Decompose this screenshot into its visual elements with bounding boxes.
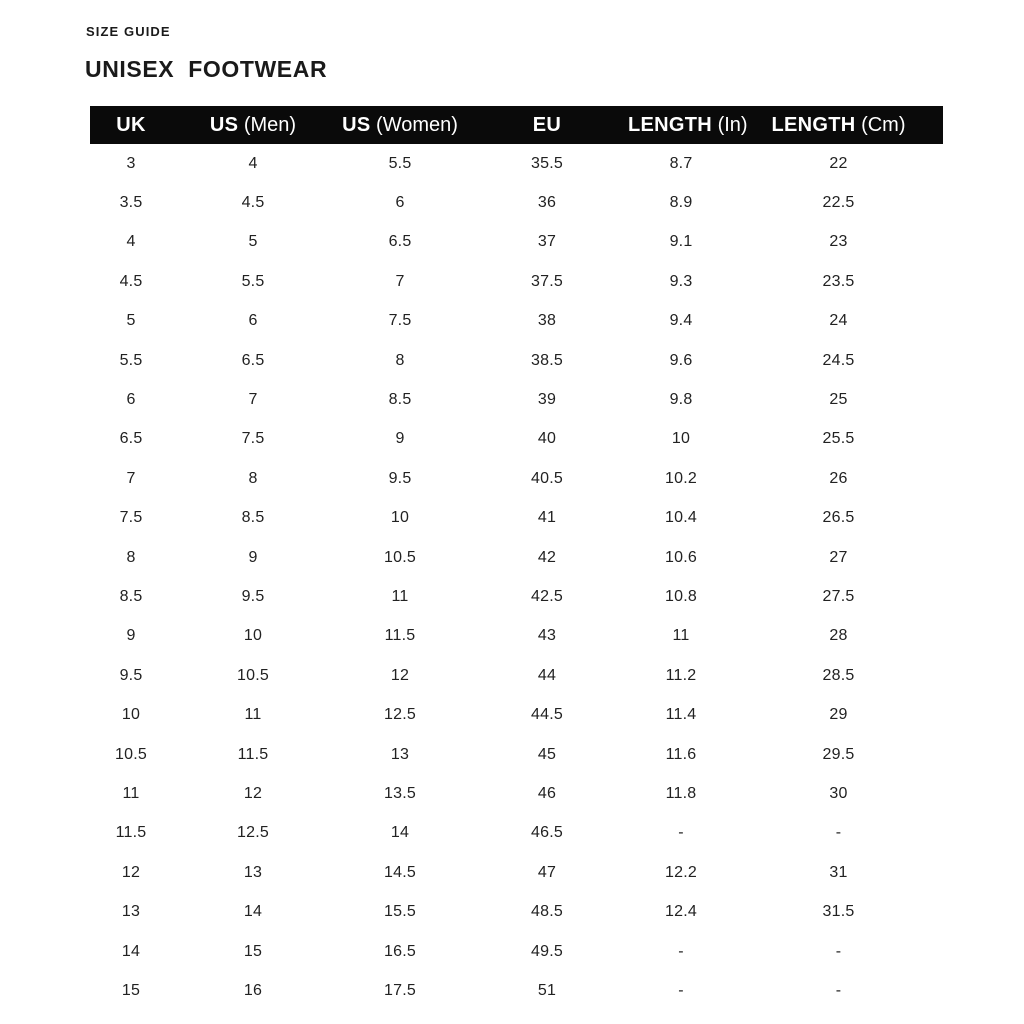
size-cell: 24.5 [822, 351, 855, 369]
size-cell: 13 [390, 745, 410, 763]
size-cell: 23.5 [822, 272, 855, 290]
size-cell: 47 [537, 863, 557, 881]
size-cell: 11.2 [665, 666, 697, 684]
table-row [90, 656, 943, 695]
size-cell: 15 [121, 981, 141, 999]
size-cell: 5.5 [119, 351, 143, 369]
size-cell: 15.5 [384, 903, 416, 921]
size-cell: 11 [244, 706, 262, 724]
size-cell: 10 [390, 509, 410, 527]
size-cell: 39 [537, 391, 557, 409]
size-cell: 11 [391, 587, 409, 605]
size-cell: 10.2 [665, 469, 697, 487]
size-cell: 14.5 [384, 863, 416, 881]
size-cell: 45 [537, 745, 557, 763]
size-cell: 11.8 [665, 784, 697, 802]
size-cell: 13 [243, 863, 263, 881]
size-cell: 11.5 [237, 745, 269, 763]
size-cell: 12 [390, 666, 410, 684]
size-cell: 12.5 [384, 706, 416, 724]
size-cell: - [835, 942, 842, 960]
table-row [90, 577, 943, 616]
size-cell: 8.5 [241, 509, 265, 527]
table-row [90, 459, 943, 498]
size-cell: 37 [537, 233, 557, 251]
table-row [90, 814, 943, 853]
size-cell: 9.8 [669, 391, 693, 409]
size-cell: 8.5 [388, 391, 412, 409]
size-cell: 8 [126, 548, 136, 566]
size-cell: 3 [126, 154, 136, 172]
size-cell: 13.5 [384, 784, 416, 802]
size-guide-eyebrow: SIZE GUIDE [86, 24, 171, 39]
column-suffix: (Cm) [855, 113, 906, 136]
size-table-header [90, 106, 943, 144]
size-cell: 7 [248, 391, 258, 409]
size-cell: 9.4 [669, 312, 693, 330]
size-cell: 51 [537, 981, 557, 999]
size-cell: 11.4 [665, 706, 697, 724]
size-cell: 44 [537, 666, 557, 684]
size-cell: 15 [243, 942, 263, 960]
size-cell: 40 [537, 430, 557, 448]
size-cell: 26.5 [822, 509, 855, 527]
size-cell: 17.5 [384, 981, 416, 999]
size-cell: 12 [121, 863, 141, 881]
table-row [90, 932, 943, 971]
size-cell: 4 [126, 233, 136, 251]
size-cell: 25 [829, 391, 848, 409]
size-cell: 10.6 [665, 548, 697, 566]
size-cell: 38.5 [531, 351, 563, 369]
size-cell: 7 [395, 272, 405, 290]
table-row [90, 183, 943, 222]
column-header-length-cm [734, 106, 943, 144]
size-cell: 4.5 [241, 194, 265, 212]
size-cell: 8.7 [669, 154, 693, 172]
size-cell: - [678, 824, 684, 842]
size-cell: 9.5 [119, 666, 143, 684]
header-row [90, 106, 943, 144]
size-cell: 13 [121, 903, 141, 921]
size-cell: 16.5 [384, 942, 416, 960]
column-header-us-men [172, 106, 334, 144]
size-cell: - [835, 981, 842, 999]
size-cell: 14 [243, 903, 263, 921]
page-title: UNISEX FOOTWEAR [85, 56, 328, 82]
size-cell: 8.5 [119, 587, 143, 605]
table-row [90, 302, 943, 341]
size-cell: - [678, 942, 684, 960]
size-cell: 10.4 [665, 509, 697, 527]
size-cell: 42 [537, 548, 557, 566]
size-cell: 46.5 [531, 824, 563, 842]
size-cell: 10.8 [665, 587, 697, 605]
size-cell: 38 [537, 312, 557, 330]
size-cell: 10.5 [384, 548, 416, 566]
size-cell: 10 [121, 706, 141, 724]
size-cell: 4 [248, 154, 258, 172]
size-cell: 49.5 [531, 942, 563, 960]
size-cell: 44.5 [531, 706, 563, 724]
table-row [90, 892, 943, 931]
size-cell: 24 [829, 312, 848, 330]
size-cell: 5.5 [241, 272, 265, 290]
table-row [90, 617, 943, 656]
column-suffix: (Men) [238, 113, 297, 136]
column-header-eu [466, 106, 628, 144]
size-cell: 22.5 [822, 194, 855, 212]
size-cell: 11 [672, 627, 690, 645]
size-cell: 12.5 [237, 824, 269, 842]
size-cell: 10.5 [237, 666, 269, 684]
column-label: EU [532, 113, 562, 136]
size-cell: 8 [395, 351, 405, 369]
size-cell: 9.1 [669, 233, 693, 251]
column-label: LENGTH [771, 113, 856, 136]
size-cell: 9.5 [241, 587, 265, 605]
size-cell: 16 [243, 981, 263, 999]
size-cell: 7 [126, 469, 136, 487]
size-cell: 31.5 [822, 903, 855, 921]
size-cell: 48.5 [531, 903, 563, 921]
size-cell: 10 [671, 430, 691, 448]
size-cell: 6.5 [388, 233, 412, 251]
size-cell: 23 [829, 233, 848, 251]
column-label: US [342, 113, 371, 136]
size-cell: 28 [829, 627, 848, 645]
column-label: LENGTH [628, 113, 713, 136]
size-cell: 36 [537, 194, 557, 212]
column-label: US [209, 113, 239, 136]
size-cell: 30 [829, 784, 848, 802]
table-row [90, 774, 943, 813]
size-cell: 29.5 [822, 745, 855, 763]
size-cell: 27.5 [822, 587, 855, 605]
size-cell: 11.5 [384, 627, 416, 645]
column-header-uk [90, 106, 172, 144]
size-cell: 29 [829, 706, 848, 724]
size-cell: 14 [390, 824, 410, 842]
column-label: UK [116, 113, 146, 136]
size-cell: 7.5 [241, 430, 265, 448]
size-cell: 42.5 [531, 587, 563, 605]
size-cell: 10.5 [115, 745, 147, 763]
size-cell: 37.5 [531, 272, 563, 290]
table-row [90, 735, 943, 774]
size-cell: 12 [243, 784, 263, 802]
size-cell: 31 [829, 863, 848, 881]
size-cell: 6.5 [119, 430, 143, 448]
table-row [90, 380, 943, 419]
size-cell: - [678, 981, 684, 999]
size-cell: 3.5 [119, 194, 143, 212]
size-cell: 25.5 [822, 430, 855, 448]
size-cell: 14 [121, 942, 141, 960]
size-cell: 5 [248, 233, 258, 251]
size-cell: 40.5 [531, 469, 563, 487]
size-cell: 6 [126, 391, 136, 409]
size-cell: 6 [248, 312, 258, 330]
table-row [90, 223, 943, 262]
size-cell: 9.3 [669, 272, 693, 290]
size-cell: 10 [243, 627, 263, 645]
table-row [90, 420, 943, 459]
size-cell: 8.9 [669, 194, 693, 212]
size-cell: 26 [829, 469, 848, 487]
size-cell: 4.5 [119, 272, 143, 290]
size-cell: 8 [248, 469, 258, 487]
table-row [90, 499, 943, 538]
size-cell: 7.5 [388, 312, 412, 330]
size-cell: 12.4 [665, 903, 697, 921]
size-cell: 9.6 [669, 351, 693, 369]
size-cell: 11 [122, 784, 140, 802]
size-cell: 28.5 [822, 666, 855, 684]
size-cell: 9 [395, 430, 405, 448]
table-row [90, 971, 943, 1010]
size-cell: 41 [537, 509, 557, 527]
size-cell: 12.2 [665, 863, 697, 881]
size-cell: 5.5 [388, 154, 412, 172]
table-row [90, 144, 943, 183]
column-suffix: (In) [712, 113, 748, 136]
size-cell: 43 [537, 627, 557, 645]
size-conversion-table [90, 106, 943, 1011]
column-suffix: (Women) [370, 113, 458, 136]
size-cell: 35.5 [531, 154, 563, 172]
size-table-body [90, 144, 943, 1011]
size-cell: 9 [126, 627, 136, 645]
table-row [90, 853, 943, 892]
size-cell: 27 [829, 548, 848, 566]
size-cell: 6 [395, 194, 405, 212]
size-cell: 11.5 [115, 824, 147, 842]
table-row [90, 341, 943, 380]
size-cell: 46 [537, 784, 557, 802]
size-cell: 9.5 [388, 469, 412, 487]
table-row [90, 262, 943, 301]
size-cell: 9 [248, 548, 258, 566]
size-cell: - [835, 824, 842, 842]
size-cell: 7.5 [119, 509, 143, 527]
size-cell: 6.5 [241, 351, 265, 369]
size-cell: 5 [126, 312, 136, 330]
column-header-us-women [334, 106, 466, 144]
table-row [90, 538, 943, 577]
column-header-length-in [628, 106, 748, 144]
table-row [90, 695, 943, 734]
size-cell: 22 [829, 154, 848, 172]
size-cell: 11.6 [665, 745, 697, 763]
